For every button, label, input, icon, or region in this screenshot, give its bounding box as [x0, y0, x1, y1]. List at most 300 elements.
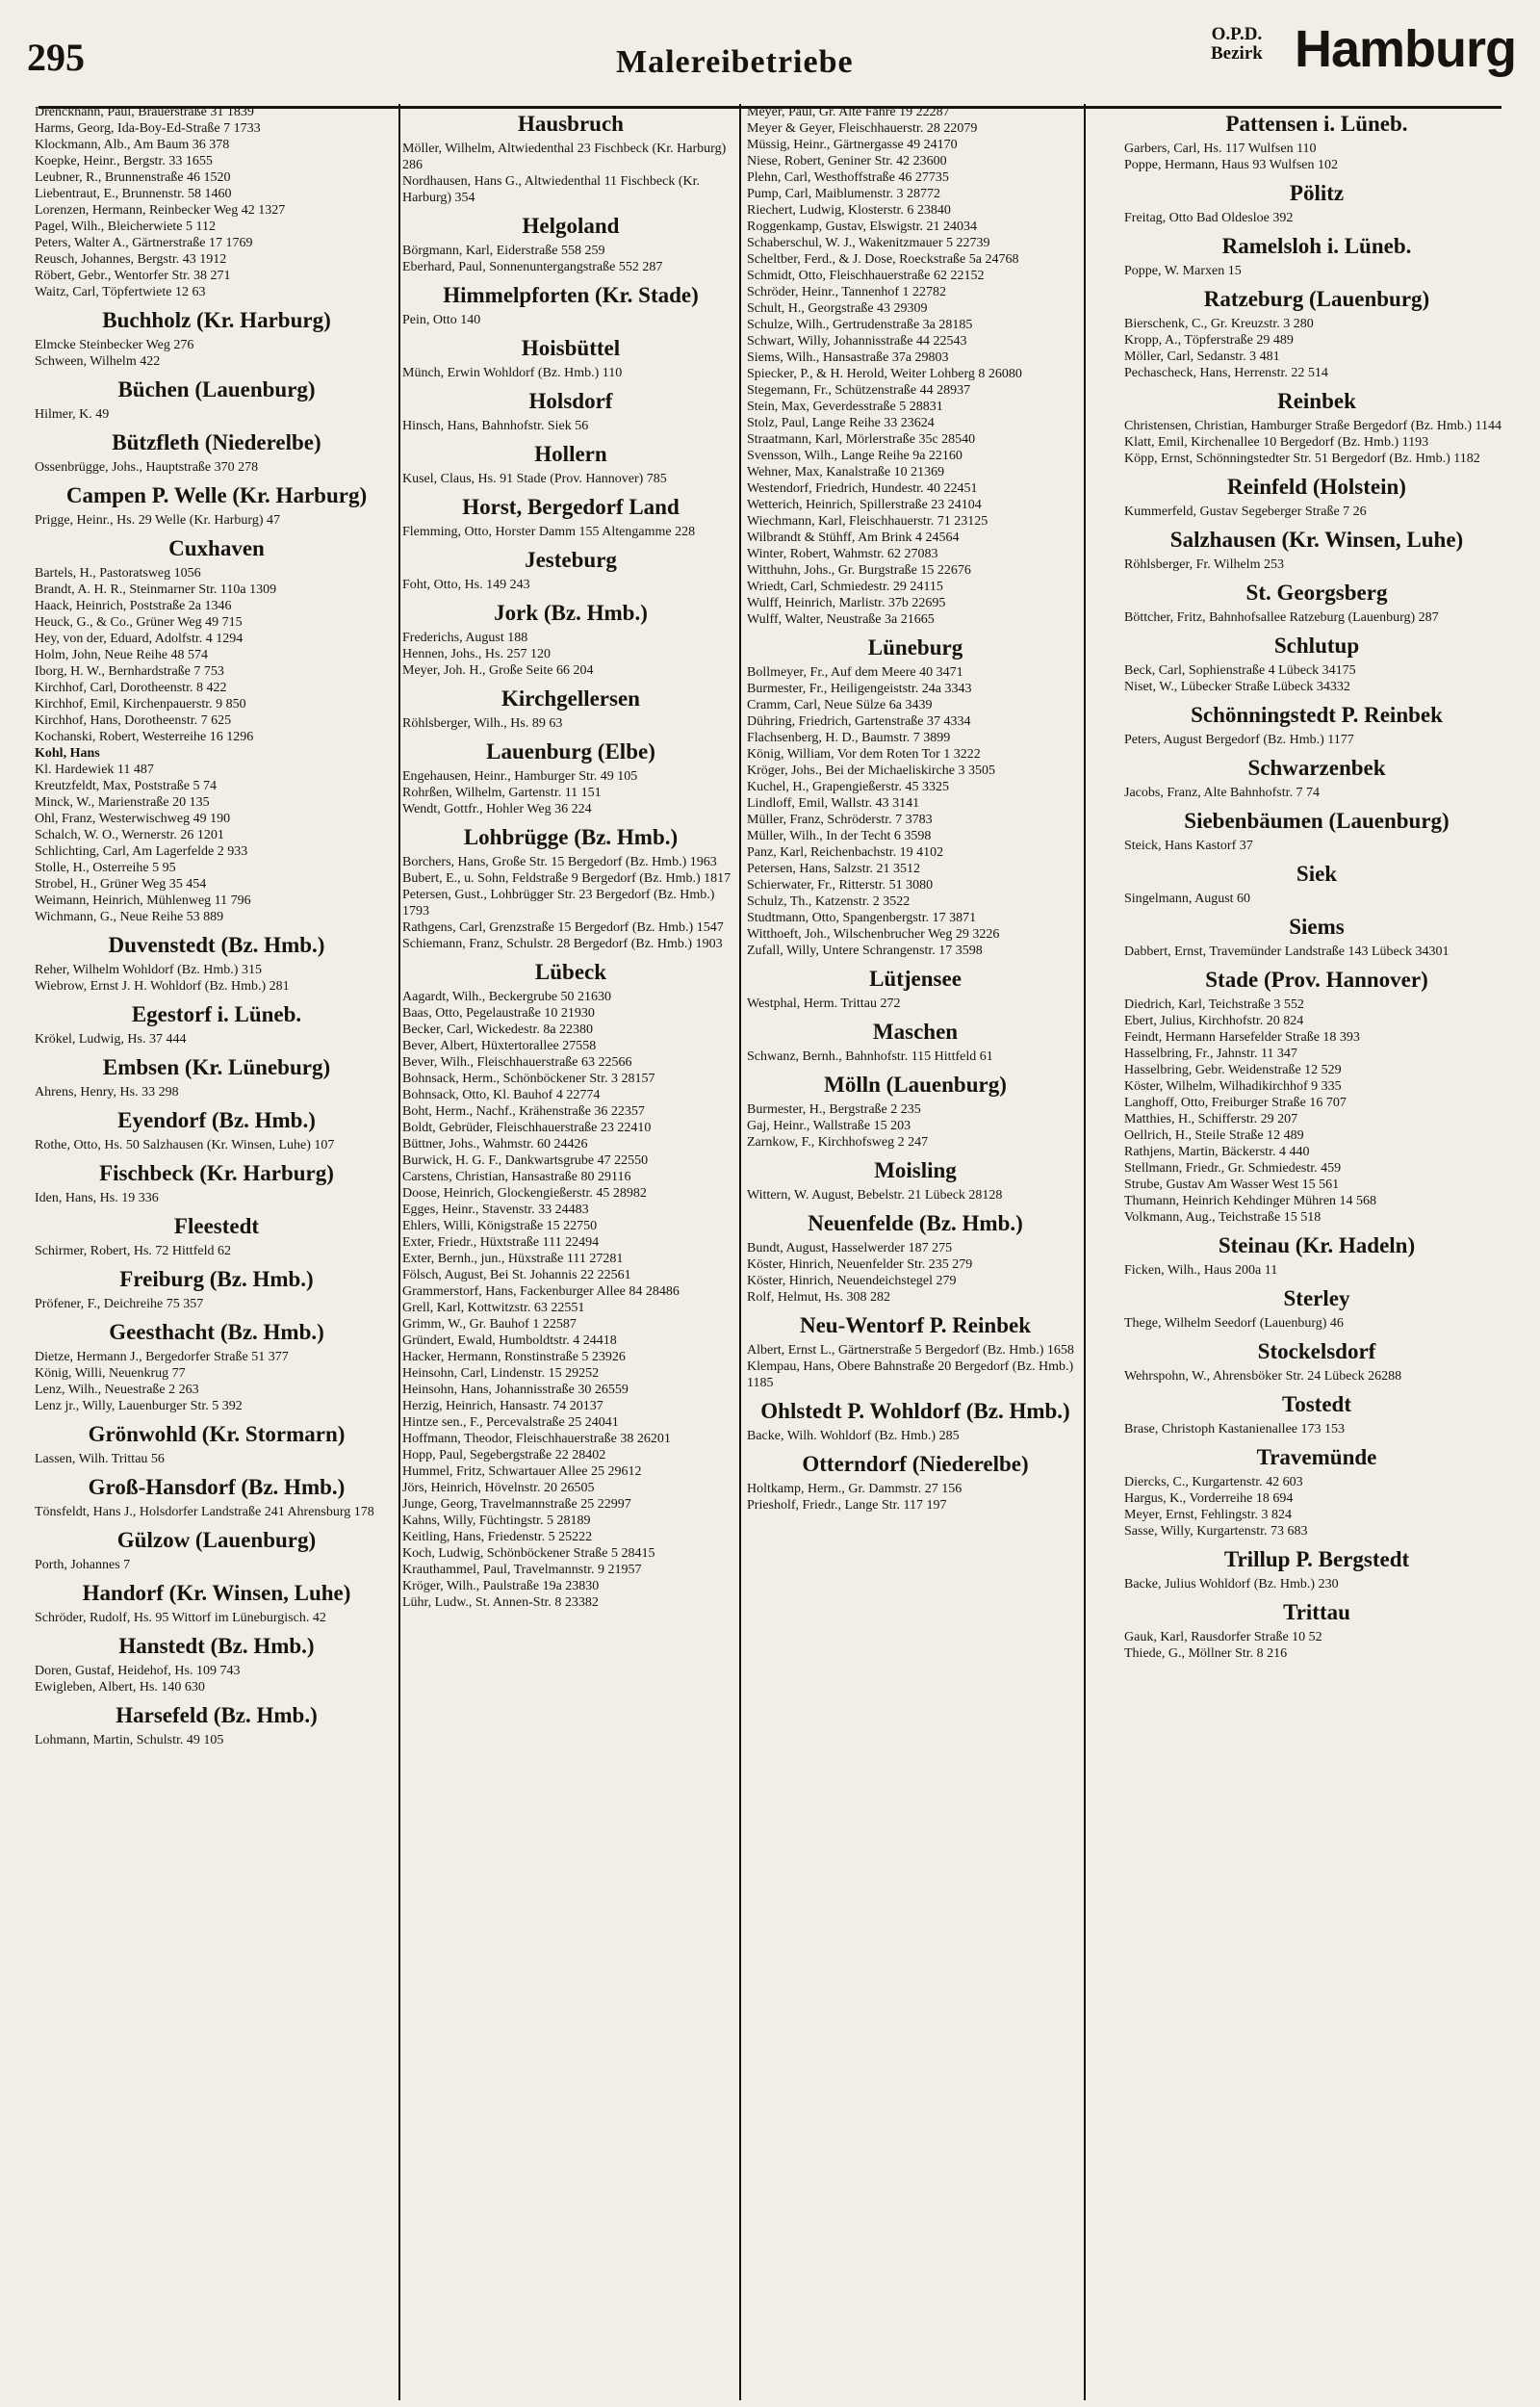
- directory-entry: Ficken, Wilh., Haus 200a 11: [1124, 1263, 1278, 1278]
- directory-entry: Peters, August Bergedorf (Bz. Hmb.) 1177: [1124, 733, 1354, 747]
- directory-entry: Schulz, Th., Katzenstr. 2 3522: [747, 894, 911, 909]
- directory-entry: Koepke, Heinr., Bergstr. 33 1655: [35, 154, 213, 168]
- directory-entry: Heinsohn, Hans, Johannisstraße 30 26559: [402, 1383, 629, 1397]
- directory-entry: Witthoeft, Joh., Wilschenbrucher Weg 29 3226: [747, 927, 1000, 942]
- town-heading: Hanstedt (Bz. Hmb.): [118, 1634, 315, 1658]
- town-heading: Stockelsdorf: [1257, 1339, 1376, 1363]
- town-heading: Siems: [1289, 915, 1345, 939]
- directory-entry: Haack, Heinrich, Poststraße 2a 1346: [35, 599, 232, 613]
- directory-entry: Diedrich, Karl, Teichstraße 3 552: [1124, 997, 1304, 1012]
- directory-entry: Wittern, W. August, Bebelstr. 21 Lübeck 28128: [747, 1188, 1003, 1203]
- directory-entry: Stein, Max, Geverdesstraße 5 28831: [747, 400, 943, 414]
- town-heading: Siek: [1296, 862, 1338, 886]
- directory-entry: Plehn, Carl, Westhoffstraße 46 27735: [747, 170, 949, 185]
- directory-entry: Gründert, Ewald, Humboldtstr. 4 24418: [402, 1333, 617, 1348]
- directory-entry: Wehrspohn, W., Ahrensböker Str. 24 Lübeck 26288: [1124, 1369, 1402, 1384]
- town-heading: Travemünde: [1256, 1445, 1377, 1469]
- directory-entry: Nordhausen, Hans G., Altwiedenthal 11 Fischbeck (Kr. Harburg) 354: [402, 174, 704, 205]
- bezirk-label: Bezirk: [1211, 43, 1263, 64]
- district-label: [1211, 25, 1263, 64]
- directory-entry: Stolle, H., Osterreihe 5 95: [35, 861, 176, 875]
- directory-entry: Gauk, Karl, Rausdorfer Straße 10 52: [1124, 1630, 1322, 1644]
- town-heading: Schwarzenbek: [1247, 756, 1386, 780]
- town-heading: Hoisbüttel: [521, 336, 621, 360]
- directory-entry: Thumann, Heinrich Kehdinger Mühren 14 568: [1124, 1194, 1377, 1208]
- directory-entry: Herzig, Heinrich, Hansastr. 74 20137: [402, 1399, 603, 1413]
- directory-entry: Lindloff, Emil, Wallstr. 43 3141: [747, 796, 920, 811]
- directory-entry: Minck, W., Marienstraße 20 135: [35, 795, 210, 810]
- directory-entry: Bever, Wilh., Fleischhauerstraße 63 22566: [402, 1055, 632, 1070]
- directory-entry: Borchers, Hans, Große Str. 15 Bergedorf (Bz. Hmb.) 1963: [402, 855, 717, 869]
- directory-entry: Heinsohn, Carl, Lindenstr. 15 29252: [402, 1366, 600, 1381]
- town-heading: Horst, Bergedorf Land: [462, 495, 680, 519]
- directory-entry: Dabbert, Ernst, Travemünder Landstraße 143 Lübeck 34301: [1124, 945, 1450, 959]
- town-heading: Ramelsloh i. Lüneb.: [1221, 234, 1412, 258]
- town-heading: Reinbek: [1277, 389, 1356, 413]
- directory-entry: Panz, Karl, Reichenbachstr. 19 4102: [747, 845, 944, 860]
- directory-entry: Strobel, H., Grüner Weg 35 454: [35, 877, 207, 892]
- directory-entry: Koch, Ludwig, Schönböckener Straße 5 28415: [402, 1546, 655, 1561]
- column-2: [402, 104, 741, 2400]
- directory-entry: Bubert, E., u. Sohn, Feldstraße 9 Bergedorf (Bz. Hmb.) 1817: [402, 871, 732, 886]
- directory-entry: Wriedt, Carl, Schmiedestr. 29 24115: [747, 580, 943, 594]
- directory-entry: Bohnsack, Otto, Kl. Bauhof 4 22774: [402, 1088, 601, 1102]
- directory-entry: Brandt, A. H. R., Steinmarner Str. 110a 1309: [35, 582, 277, 597]
- directory-entry: Petersen, Gust., Lohbrügger Str. 23 Bergedorf (Bz. Hmb.) 1793: [402, 888, 718, 919]
- directory-entry: Kohl, Hans: [35, 746, 100, 761]
- directory-entry: Matthies, H., Schifferstr. 29 207: [1124, 1112, 1298, 1126]
- directory-entry: Scheltber, Ferd., & J. Dose, Roeckstraße 5a 24768: [747, 252, 1019, 267]
- directory-entry: Holm, John, Neue Reihe 48 574: [35, 648, 209, 662]
- directory-entry: Köpp, Ernst, Schönningstedter Str. 51 Bergedorf (Bz. Hmb.) 1182: [1124, 452, 1480, 466]
- town-heading: Holsdorf: [528, 389, 613, 413]
- directory-entry: Schwanz, Bernh., Bahnhofstr. 115 Hittfeld 61: [747, 1049, 993, 1064]
- directory-entry: Meyer, Joh. H., Große Seite 66 204: [402, 663, 594, 678]
- directory-entry: Reher, Wilhelm Wohldorf (Bz. Hmb.) 315: [35, 963, 262, 977]
- town-heading: Gülzow (Lauenburg): [116, 1528, 317, 1552]
- directory-entry: Ohl, Franz, Westerwischweg 49 190: [35, 812, 231, 826]
- town-heading: Steinau (Kr. Hadeln): [1218, 1233, 1416, 1257]
- directory-entry: Köster, Hinrich, Neuendeichstegel 279: [747, 1274, 957, 1288]
- directory-entry: Dietze, Hermann J., Bergedorfer Straße 51 377: [35, 1350, 289, 1364]
- town-heading: Freiburg (Bz. Hmb.): [119, 1267, 314, 1291]
- town-heading: Maschen: [872, 1020, 959, 1044]
- page-number: 295: [27, 36, 85, 79]
- directory-entry: Langhoff, Otto, Freiburger Straße 16 707: [1124, 1096, 1347, 1110]
- directory-entry: Ebert, Julius, Kirchhofstr. 20 824: [1124, 1014, 1304, 1028]
- directory-entry: Garbers, Carl, Hs. 117 Wulfsen 110: [1124, 142, 1317, 156]
- directory-entry: Studtmann, Otto, Spangenbergstr. 17 3871: [747, 911, 977, 925]
- directory-entry: Poppe, Hermann, Haus 93 Wulfsen 102: [1124, 158, 1338, 172]
- directory-entry: Wehner, Max, Kanalstraße 10 21369: [747, 465, 945, 479]
- directory-entry: Siems, Wilh., Hansastraße 37a 29803: [747, 350, 949, 365]
- directory-entry: Iden, Hans, Hs. 19 336: [35, 1191, 159, 1205]
- town-heading: Schönningstedt P. Reinbek: [1191, 703, 1443, 727]
- directory-entry: Engehausen, Heinr., Hamburger Str. 49 105: [402, 769, 638, 784]
- directory-entry: Jörs, Heinrich, Hövelnstr. 20 26505: [402, 1481, 595, 1495]
- directory-entry: Meyer, Ernst, Fehlingstr. 3 824: [1124, 1508, 1293, 1522]
- town-heading: Lüneburg: [867, 635, 963, 660]
- directory-entry: Hennen, Johs., Hs. 257 120: [402, 647, 551, 661]
- town-heading: Handorf (Kr. Winsen, Luhe): [82, 1581, 351, 1605]
- directory-entry: Ewigleben, Albert, Hs. 140 630: [35, 1680, 205, 1695]
- directory-entry: Sasse, Willy, Kurgartenstr. 73 683: [1124, 1524, 1308, 1539]
- town-heading: Embsen (Kr. Lüneburg): [102, 1055, 331, 1079]
- town-heading: Bützfleth (Niederelbe): [112, 430, 321, 454]
- directory-entry: Niese, Robert, Geniner Str. 42 23600: [747, 154, 947, 168]
- directory-entry: Rothe, Otto, Hs. 50 Salzhausen (Kr. Winsen, Luhe) 107: [35, 1138, 335, 1152]
- directory-entry: Klatt, Emil, Kirchenallee 10 Bergedorf (Bz. Hmb.) 1193: [1124, 435, 1429, 450]
- directory-entry: Möller, Carl, Sedanstr. 3 481: [1124, 349, 1280, 364]
- directory-entry: Pagel, Wilh., Bleicherwiete 5 112: [35, 220, 217, 234]
- directory-entry: Hacker, Hermann, Ronstinstraße 5 23926: [402, 1350, 626, 1364]
- directory-entry: Keitling, Hans, Friedenstr. 5 25222: [402, 1530, 593, 1544]
- directory-entry: Boldt, Gebrüder, Fleischhauerstraße 23 22410: [402, 1121, 652, 1135]
- directory-entry: Pechascheck, Hans, Herrenstr. 22 514: [1124, 366, 1328, 380]
- directory-entry: Niset, W., Lübecker Straße Lübeck 34332: [1124, 680, 1350, 694]
- directory-entry: Svensson, Wilh., Lange Reihe 9a 22160: [747, 449, 962, 463]
- directory-entry: Dühring, Friedrich, Gartenstraße 37 4334: [747, 714, 971, 729]
- directory-entry: Schmidt, Otto, Fleischhauerstraße 62 22152: [747, 269, 985, 283]
- directory-entry: Kirchhof, Carl, Dorotheenstr. 8 422: [35, 681, 227, 695]
- directory-entry: Kummerfeld, Gustav Segeberger Straße 7 26: [1124, 505, 1367, 519]
- directory-entry: Exter, Friedr., Hüxtstraße 111 22494: [402, 1235, 600, 1250]
- directory-entry: Kirchhof, Emil, Kirchenpauerstr. 9 850: [35, 697, 246, 712]
- directory-entry: Feindt, Hermann Harsefelder Straße 18 393: [1124, 1030, 1360, 1045]
- directory-entry: Drenckhahn, Paul, Brauerstraße 31 1839: [35, 105, 254, 119]
- directory-entry: Schlichting, Carl, Am Lagerfelde 2 933: [35, 844, 248, 859]
- directory-entry: Hey, von der, Eduard, Adolfstr. 4 1294: [35, 632, 244, 646]
- town-heading: Egestorf i. Lüneb.: [131, 1002, 302, 1026]
- town-heading: Tostedt: [1282, 1392, 1351, 1416]
- directory-entry: Junge, Georg, Travelmannstraße 25 22997: [402, 1497, 631, 1512]
- directory-entry: Becker, Carl, Wickedestr. 8a 22380: [402, 1022, 594, 1037]
- directory-entry: Hasselbring, Fr., Jahnstr. 11 347: [1124, 1047, 1297, 1061]
- directory-entry: Boht, Herm., Nachf., Krähenstraße 36 22357: [402, 1104, 645, 1119]
- directory-entry: Schierwater, Fr., Ritterstr. 51 3080: [747, 878, 934, 893]
- directory-entry: Büttner, Johs., Wahmstr. 60 24426: [402, 1137, 588, 1152]
- town-heading: Jesteburg: [525, 548, 617, 572]
- town-heading: Sterley: [1283, 1286, 1350, 1310]
- directory-entry: Steick, Hans Kastorf 37: [1124, 839, 1253, 853]
- directory-entry: Volkmann, Aug., Teichstraße 15 518: [1124, 1210, 1322, 1225]
- directory-entry: Freitag, Otto Bad Oldesloe 392: [1124, 211, 1294, 225]
- directory-entry: Böttcher, Fritz, Bahnhofsallee Ratzeburg (Lauenburg) 287: [1124, 610, 1439, 625]
- town-heading: Hausbruch: [518, 112, 624, 136]
- directory-entry: Hoffmann, Theodor, Fleischhauerstraße 38 26201: [402, 1432, 671, 1446]
- directory-entry: Leubner, R., Brunnenstraße 46 1520: [35, 170, 231, 185]
- directory-entry: Reusch, Johannes, Bergstr. 43 1912: [35, 252, 227, 267]
- directory-entry: Petersen, Hans, Salzstr. 21 3512: [747, 862, 921, 876]
- directory-entry: Kl. Hardewiek 11 487: [35, 763, 154, 777]
- directory-entry: Schulze, Wilh., Gertrudenstraße 3a 28185: [747, 318, 973, 332]
- directory-entry: Münch, Erwin Wohldorf (Bz. Hmb.) 110: [402, 366, 623, 380]
- section-title: Malereibetriebe: [616, 44, 854, 80]
- directory-entry: Rathgens, Carl, Grenzstraße 15 Bergedorf (Bz. Hmb.) 1547: [402, 920, 724, 935]
- town-heading: Reinfeld (Holstein): [1227, 475, 1406, 499]
- directory-entry: Straatmann, Karl, Mörlerstraße 35c 28540: [747, 432, 976, 447]
- directory-entry: Lohmann, Martin, Schulstr. 49 105: [35, 1733, 224, 1747]
- directory-entry: Witthuhn, Johs., Gr. Burgstraße 15 22676: [747, 563, 971, 578]
- town-heading: Lohbrügge (Bz. Hmb.): [463, 825, 679, 849]
- directory-entry: Roggenkamp, Gustav, Elswigstr. 21 24034: [747, 220, 978, 234]
- directory-entry: Meyer, Paul, Gr. Alte Fähre 19 22287: [747, 105, 950, 119]
- directory-entry: Wichmann, G., Neue Reihe 53 889: [35, 910, 224, 924]
- town-heading: Salzhausen (Kr. Winsen, Luhe): [1169, 528, 1464, 552]
- column-4: [1124, 104, 1509, 2400]
- directory-entry: Zufall, Willy, Untere Schrangenstr. 17 3598: [747, 944, 983, 958]
- directory-entry: Ahrens, Henry, Hs. 33 298: [35, 1085, 179, 1100]
- directory-entry: Foht, Otto, Hs. 149 243: [402, 578, 530, 592]
- directory-entry: Rathjens, Martin, Bäckerstr. 4 440: [1124, 1145, 1310, 1159]
- directory-entry: Priesholf, Friedr., Lange Str. 117 197: [747, 1498, 947, 1513]
- directory-entry: Backe, Julius Wohldorf (Bz. Hmb.) 230: [1124, 1577, 1339, 1592]
- directory-entry: Burmester, Fr., Heiligengeiststr. 24a 3343: [747, 682, 972, 696]
- directory-entry: Heuck, G., & Co., Grüner Weg 49 715: [35, 615, 243, 630]
- directory-entry: Schult, H., Georgstraße 43 29309: [747, 301, 928, 316]
- town-heading: Buchholz (Kr. Harburg): [102, 308, 331, 332]
- directory-entry: Gaj, Heinr., Wallstraße 15 203: [747, 1119, 911, 1133]
- directory-entry: Müller, Wilh., In der Techt 6 3598: [747, 829, 932, 843]
- directory-entry: König, William, Vor dem Roten Tor 1 3222: [747, 747, 981, 762]
- directory-entry: Schröder, Rudolf, Hs. 95 Wittorf im Lüneburgisch. 42: [35, 1611, 326, 1625]
- town-heading: Lauenburg (Elbe): [486, 739, 655, 764]
- directory-entry: Pump, Carl, Maiblumenstr. 3 28772: [747, 187, 941, 201]
- directory-entry: Baas, Otto, Pegelaustraße 10 21930: [402, 1006, 595, 1021]
- town-heading: Lütjensee: [869, 967, 962, 991]
- directory-entry: Kuchel, H., Grapengießerstr. 45 3325: [747, 780, 949, 794]
- directory-entry: Stegemann, Fr., Schützenstraße 44 28937: [747, 383, 971, 398]
- directory-entry: Winter, Robert, Wahmstr. 62 27083: [747, 547, 938, 561]
- town-heading: Cuxhaven: [168, 536, 265, 560]
- directory-entry: Müller, Franz, Schröderstr. 7 3783: [747, 813, 933, 827]
- town-heading: Fischbeck (Kr. Harburg): [99, 1161, 334, 1185]
- directory-entry: Ossenbrügge, Johs., Hauptstraße 370 278: [35, 460, 259, 475]
- directory-entry: Kirchhof, Hans, Dorotheenstr. 7 625: [35, 713, 232, 728]
- directory-entry: Meyer & Geyer, Fleischhauerstr. 28 22079: [747, 121, 978, 136]
- directory-entry: Grimm, W., Gr. Bauhof 1 22587: [402, 1317, 577, 1332]
- directory-entry: Bever, Albert, Hüxtertorallee 27558: [402, 1039, 597, 1053]
- directory-entry: Eberhard, Paul, Sonnenuntergangstraße 552 287: [402, 260, 663, 274]
- directory-entry: Waitz, Carl, Töpfertwiete 12 63: [35, 285, 206, 299]
- directory-entry: Exter, Bernh., jun., Hüxstraße 111 27281: [402, 1252, 624, 1266]
- directory-entry: Holtkamp, Herm., Gr. Dammstr. 27 156: [747, 1482, 962, 1496]
- directory-entry: Hummel, Fritz, Schwartauer Allee 25 29612: [402, 1464, 642, 1479]
- town-heading: Geesthacht (Bz. Hmb.): [109, 1320, 324, 1344]
- directory-entry: Brase, Christoph Kastanienallee 173 153: [1124, 1422, 1346, 1436]
- directory-entry: Westendorf, Friedrich, Hundestr. 40 22451: [747, 481, 978, 496]
- town-heading: Trillup P. Bergstedt: [1223, 1547, 1410, 1571]
- directory-entry: Flemming, Otto, Horster Damm 155 Altengamme 228: [402, 525, 696, 539]
- directory-entry: Stolz, Paul, Lange Reihe 33 23624: [747, 416, 935, 430]
- town-heading: Pattensen i. Lüneb.: [1225, 112, 1408, 136]
- directory-entry: Thege, Wilhelm Seedorf (Lauenburg) 46: [1124, 1316, 1344, 1331]
- directory-entry: Rolf, Helmut, Hs. 308 282: [747, 1290, 890, 1305]
- directory-entry: Kusel, Claus, Hs. 91 Stade (Prov. Hannover) 785: [402, 472, 667, 486]
- directory-entry: Kröger, Wilh., Paulstraße 19a 23830: [402, 1579, 600, 1593]
- directory-entry: Jacobs, Franz, Alte Bahnhofstr. 7 74: [1124, 786, 1320, 800]
- directory-entry: Spiecker, P., & H. Herold, Weiter Lohberg 8 26080: [747, 367, 1022, 381]
- directory-entry: Schiemann, Franz, Schulstr. 28 Bergedorf (Bz. Hmb.) 1903: [402, 937, 723, 951]
- directory-entry: Poppe, W. Marxen 15: [1124, 264, 1242, 278]
- directory-entry: Kröger, Johs., Bei der Michaeliskirche 3 3505: [747, 764, 995, 778]
- directory-entry: Prigge, Heinr., Hs. 29 Welle (Kr. Harburg) 47: [35, 513, 280, 528]
- directory-entry: Köster, Wilhelm, Wilhadikirchhof 9 335: [1124, 1079, 1342, 1094]
- directory-entry: Schwart, Willy, Johannisstraße 44 22543: [747, 334, 967, 349]
- directory-entry: Wilbrandt & Stühff, Am Brink 4 24564: [747, 531, 960, 545]
- directory-entry: König, Willi, Neuenkrug 77: [35, 1366, 186, 1381]
- directory-entry: Peters, Walter A., Gärtnerstraße 17 1769: [35, 236, 253, 250]
- directory-entry: Bundt, August, Hasselwerder 187 275: [747, 1241, 953, 1255]
- directory-entry: Singelmann, August 60: [1124, 892, 1251, 906]
- directory-entry: Weimann, Heinrich, Mühlenweg 11 796: [35, 893, 251, 908]
- town-heading: Eyendorf (Bz. Hmb.): [117, 1108, 316, 1132]
- directory-entry: Egges, Heinr., Stavenstr. 33 24483: [402, 1203, 589, 1217]
- directory-entry: Doose, Heinrich, Glockengießerstr. 45 28982: [402, 1186, 647, 1201]
- directory-entry: Wendt, Gottfr., Hohler Weg 36 224: [402, 802, 592, 816]
- town-heading: Lübeck: [534, 960, 607, 984]
- directory-entry: Grammerstorf, Hans, Fackenburger Allee 84 28486: [402, 1284, 680, 1299]
- directory-entry: Lorenzen, Hermann, Reinbecker Weg 42 1327: [35, 203, 286, 218]
- directory-entry: Ehlers, Willi, Königstraße 15 22750: [402, 1219, 598, 1233]
- directory-entry: Bohnsack, Herm., Schönböckener Str. 3 28157: [402, 1072, 655, 1086]
- directory-entry: Müssig, Heinr., Gärtnergasse 49 24170: [747, 138, 958, 152]
- directory-entry: Schalch, W. O., Wernerstr. 26 1201: [35, 828, 224, 842]
- directory-entry: Lenz jr., Willy, Lauenburger Str. 5 392: [35, 1399, 243, 1413]
- directory-entry: Zarnkow, F., Kirchhofsweg 2 247: [747, 1135, 929, 1150]
- directory-entry: Stellmann, Friedr., Gr. Schmiedestr. 459: [1124, 1161, 1342, 1176]
- town-heading: Ratzeburg (Lauenburg): [1203, 287, 1430, 311]
- directory-entry: Elmcke Steinbecker Weg 276: [35, 338, 194, 352]
- directory-entry: Carstens, Christian, Hansastraße 80 29116: [402, 1170, 631, 1184]
- directory-entry: Möller, Wilhelm, Altwiedenthal 23 Fischbeck (Kr. Harburg) 286: [402, 142, 730, 172]
- town-heading: Moisling: [874, 1158, 957, 1182]
- directory-entry: Wiechmann, Karl, Fleischhauerstr. 71 23125: [747, 514, 988, 529]
- town-heading: Grönwohld (Kr. Stormarn): [88, 1422, 346, 1446]
- directory-entry: Röhlsberger, Wilh., Hs. 89 63: [402, 716, 563, 731]
- town-heading: Stade (Prov. Hannover): [1205, 968, 1428, 992]
- directory-entry: Bollmeyer, Fr., Auf dem Meere 40 3471: [747, 665, 963, 680]
- directory-entry: Kahns, Willy, Füchtingstr. 5 28189: [402, 1514, 591, 1528]
- directory-entry: Hasselbring, Gebr. Weidenstraße 12 529: [1124, 1063, 1342, 1077]
- directory-entry: Schirmer, Robert, Hs. 72 Hittfeld 62: [35, 1244, 231, 1258]
- directory-entry: Hargus, K., Vorderreihe 18 694: [1124, 1491, 1294, 1506]
- directory-entry: Lenz, Wilh., Neuestraße 2 263: [35, 1383, 199, 1397]
- directory-entry: Albert, Ernst L., Gärtnerstraße 5 Bergedorf (Bz. Hmb.) 1658: [747, 1343, 1074, 1358]
- town-heading: Pölitz: [1289, 181, 1345, 205]
- directory-entry: Schröder, Heinr., Tannenhof 1 22782: [747, 285, 946, 299]
- directory-entry: Riechert, Ludwig, Klosterstr. 6 23840: [747, 203, 951, 218]
- directory-entry: Köster, Hinrich, Neuenfelder Str. 235 279: [747, 1257, 973, 1272]
- directory-entry: Kropp, A., Töpferstraße 29 489: [1124, 333, 1294, 348]
- directory-entry: Beck, Carl, Sophienstraße 4 Lübeck 34175: [1124, 663, 1356, 678]
- directory-entry: Tönsfeldt, Hans J., Holsdorfer Landstraße 241 Ahrensburg 178: [35, 1505, 374, 1519]
- town-heading: Siebenbäumen (Lauenburg): [1184, 809, 1450, 833]
- region-name: Hamburg: [1295, 20, 1517, 78]
- directory-entry: Burmester, H., Bergstraße 2 235: [747, 1102, 921, 1117]
- directory-entry: Wulff, Walter, Neustraße 3a 21665: [747, 612, 935, 627]
- directory-entry: Iborg, H. W., Bernhardstraße 7 753: [35, 664, 224, 679]
- town-heading: Büchen (Lauenburg): [117, 377, 316, 401]
- directory-entry: Röbert, Gebr., Wentorfer Str. 38 271: [35, 269, 231, 283]
- directory-entry: Doren, Gustaf, Heidehof, Hs. 109 743: [35, 1664, 241, 1678]
- town-heading: Harsefeld (Bz. Hmb.): [116, 1703, 318, 1727]
- directory-entry: Hopp, Paul, Segebergstraße 22 28402: [402, 1448, 606, 1462]
- directory-entry: Krauthammel, Paul, Travelmannstr. 9 21957: [402, 1563, 642, 1577]
- town-heading: Trittau: [1283, 1600, 1350, 1624]
- directory-entry: Grell, Karl, Kottwitzstr. 63 22551: [402, 1301, 585, 1315]
- town-heading: Jork (Bz. Hmb.): [494, 601, 648, 625]
- town-heading: Helgoland: [522, 214, 620, 238]
- column-1: [35, 104, 400, 2400]
- opd-label: O.P.D.: [1211, 24, 1263, 44]
- town-heading: St. Georgsberg: [1245, 581, 1388, 605]
- town-heading: Hollern: [534, 442, 607, 466]
- directory-entry: Lassen, Wilh. Trittau 56: [35, 1452, 165, 1466]
- directory-entry: Pröfener, F., Deichreihe 75 357: [35, 1297, 204, 1311]
- directory-entry: Klempau, Hans, Obere Bahnstraße 20 Bergedorf (Bz. Hmb.) 1185: [747, 1359, 1077, 1390]
- directory-entry: Aagardt, Wilh., Beckergrube 50 21630: [402, 990, 612, 1004]
- town-heading: Kirchgellersen: [501, 686, 640, 711]
- town-heading: Himmelpforten (Kr. Stade): [443, 283, 699, 307]
- town-heading: Groß-Hansdorf (Bz. Hmb.): [88, 1475, 346, 1499]
- directory-entry: Hinsch, Hans, Bahnhofstr. Siek 56: [402, 419, 589, 433]
- directory-entry: Fölsch, August, Bei St. Johannis 22 22561: [402, 1268, 631, 1282]
- directory-entry: Klockmann, Alb., Am Baum 36 378: [35, 138, 230, 152]
- town-heading: Fleestedt: [173, 1214, 260, 1238]
- town-heading: Neu-Wentorf P. Reinbek: [799, 1313, 1031, 1337]
- directory-entry: Burwick, H. G. F., Dankwartsgrube 47 22550: [402, 1153, 649, 1168]
- directory-entry: Westphal, Herm. Trittau 272: [747, 996, 901, 1011]
- directory-entry: Thiede, G., Möllner Str. 8 216: [1124, 1646, 1288, 1661]
- directory-entry: Röhlsberger, Fr. Wilhelm 253: [1124, 557, 1284, 572]
- directory-entry: Backe, Wilh. Wohldorf (Bz. Hmb.) 285: [747, 1429, 960, 1443]
- directory-entry: Schween, Wilhelm 422: [35, 354, 161, 369]
- town-heading: Schlutup: [1273, 634, 1360, 658]
- directory-entry: Pein, Otto 140: [402, 313, 481, 327]
- town-heading: Campen P. Welle (Kr. Harburg): [65, 483, 368, 507]
- directory-entry: Oellrich, H., Steile Straße 12 489: [1124, 1128, 1304, 1143]
- directory-entry: Bartels, H., Pastoratsweg 1056: [35, 566, 201, 581]
- directory-entry: Rohrßen, Wilhelm, Gartenstr. 11 151: [402, 786, 602, 800]
- directory-entry: Hintze sen., F., Percevalstraße 25 24041: [402, 1415, 619, 1430]
- column-3: [747, 104, 1086, 2400]
- directory-entry: Lühr, Ludw., St. Annen-Str. 8 23382: [402, 1595, 599, 1610]
- directory-entry: Wiebrow, Ernst J. H. Wohldorf (Bz. Hmb.) 281: [35, 979, 290, 994]
- directory-entry: Wetterich, Heinrich, Spillerstraße 23 24104: [747, 498, 982, 512]
- directory-entry: Kreutzfeldt, Max, Poststraße 5 74: [35, 779, 217, 793]
- directory-entry: Harms, Georg, Ida-Boy-Ed-Straße 7 1733: [35, 121, 261, 136]
- town-heading: Neuenfelde (Bz. Hmb.): [808, 1211, 1023, 1235]
- directory-entry: Bierschenk, C., Gr. Kreuzstr. 3 280: [1124, 317, 1314, 331]
- directory-entry: Christensen, Christian, Hamburger Straße Bergedorf (Bz. Hmb.) 1144: [1124, 419, 1502, 433]
- directory-entry: Krökel, Ludwig, Hs. 37 444: [35, 1032, 187, 1047]
- directory-entry: Liebentraut, E., Brunnenstr. 58 1460: [35, 187, 232, 201]
- directory-entry: Flachsenberg, H. D., Baumstr. 7 3899: [747, 731, 951, 745]
- town-heading: Ohlstedt P. Wohldorf (Bz. Hmb.): [760, 1399, 1070, 1423]
- directory-entry: Wulff, Heinrich, Marlistr. 37b 22695: [747, 596, 946, 610]
- directory-entry: Porth, Johannes 7: [35, 1558, 131, 1572]
- directory-entry: Cramm, Carl, Neue Sülze 6a 3439: [747, 698, 933, 712]
- directory-entry: Strube, Gustav Am Wasser West 15 561: [1124, 1178, 1340, 1192]
- town-heading: Mölln (Lauenburg): [824, 1073, 1007, 1097]
- directory-entry: Diercks, C., Kurgartenstr. 42 603: [1124, 1475, 1303, 1489]
- directory-entry: Kochanski, Robert, Westerreihe 16 1296: [35, 730, 254, 744]
- town-heading: Duvenstedt (Bz. Hmb.): [108, 933, 325, 957]
- directory-entry: Börgmann, Karl, Eiderstraße 558 259: [402, 244, 605, 258]
- directory-entry: Hilmer, K. 49: [35, 407, 110, 422]
- directory-entry: Frederichs, August 188: [402, 631, 528, 645]
